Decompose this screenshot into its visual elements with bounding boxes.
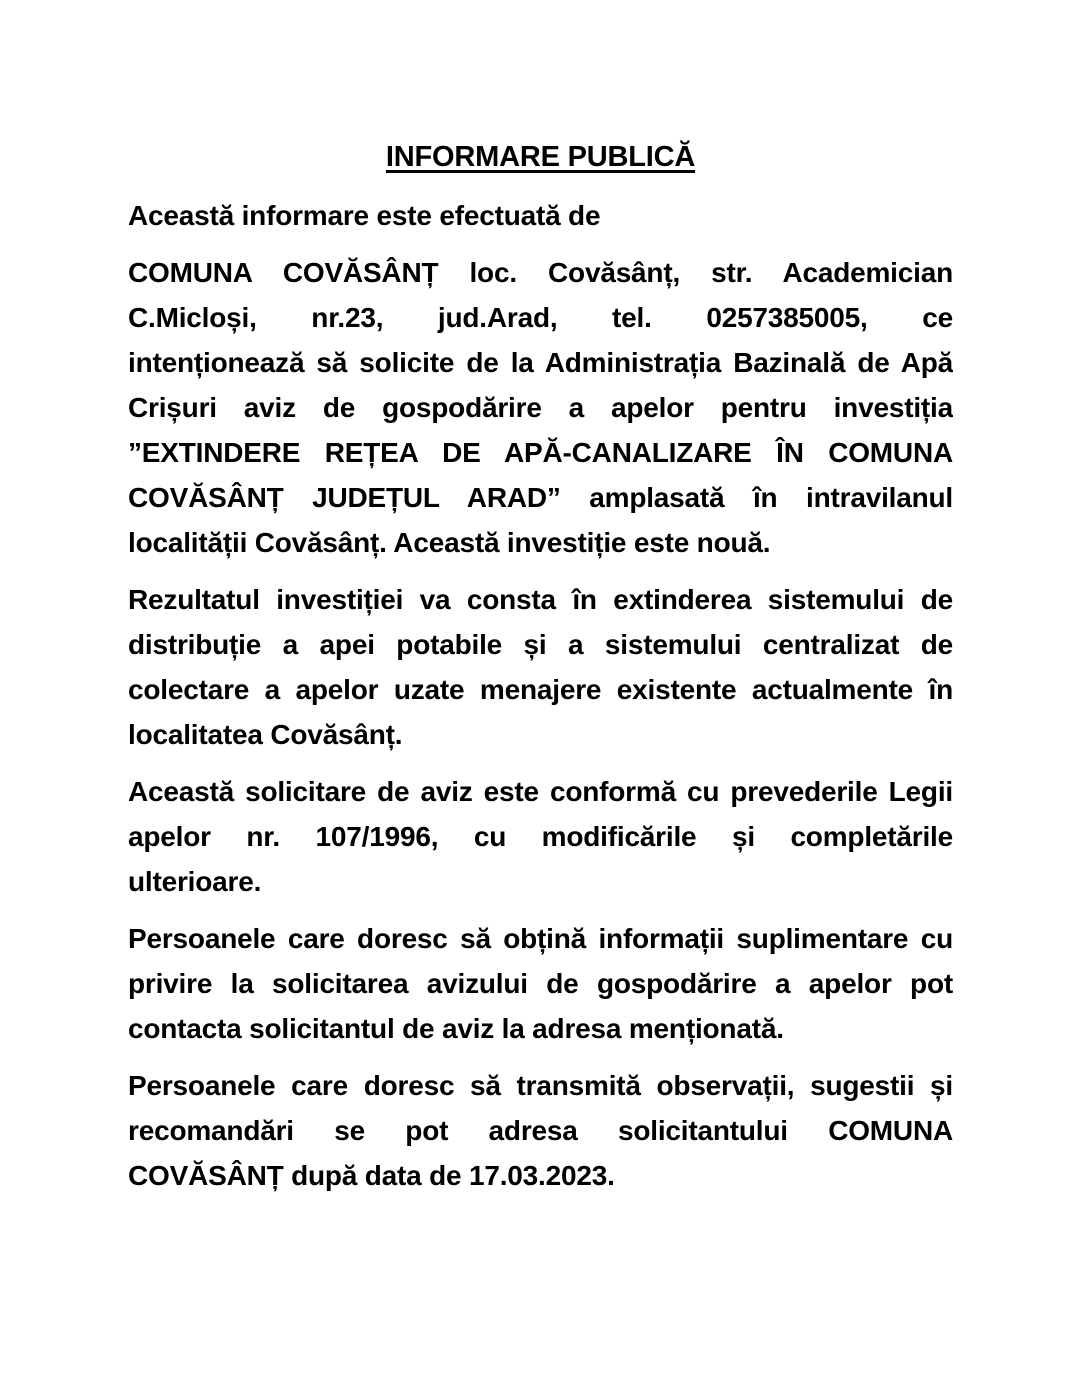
text-line: localității Covăsânț. Această investiție este nouă. xyxy=(128,527,771,558)
text-line: COVĂSÂNȚ JUDEȚUL ARAD” amplasată în intravilanul xyxy=(128,482,953,513)
text-line: Rezultatul investiției va consta în extinderea sistemului de xyxy=(128,584,953,615)
text-line: Această solicitare de aviz este conformă cu prevederile Legii xyxy=(128,776,953,807)
text-line: privire la solicitarea avizului de gospodărire a apelor pot xyxy=(128,968,953,999)
page-title-text: INFORMARE PUBLICĂ xyxy=(385,141,696,173)
paragraph-intro xyxy=(128,193,953,238)
text-line: ulterioare. xyxy=(128,866,262,897)
text-line: recomandări se pot adresa solicitantului COMUNA xyxy=(128,1115,953,1146)
text-line: intenționează să solicite de la Administrația Bazinală de Apă xyxy=(128,347,953,378)
text-line: contacta solicitantul de aviz la adresa menționată. xyxy=(128,1013,784,1044)
text-line: apelor nr. 107/1996, cu modificările și completările xyxy=(128,821,953,852)
text-line: colectare a apelor uzate menajere existente actualmente în xyxy=(128,674,953,705)
text-line: C.Micloși, nr.23, jud.Arad, tel. 0257385005, ce xyxy=(128,302,953,333)
text-line: COMUNA COVĂSÂNȚ loc. Covăsânț, str. Academician xyxy=(128,257,953,288)
paragraph-result xyxy=(128,577,953,757)
paragraph-applicant xyxy=(128,250,953,565)
paragraph-legal xyxy=(128,769,953,904)
paragraph-observations xyxy=(128,1063,953,1198)
text-line: localitatea Covăsânț. xyxy=(128,719,403,750)
text-line: Persoanele care doresc să transmită observații, sugestii și xyxy=(128,1070,953,1101)
text-line: COVĂSÂNȚ după data de 17.03.2023. xyxy=(128,1160,615,1191)
paragraph-info-contact xyxy=(128,916,953,1051)
text-line: Crișuri aviz de gospodărire a apelor pentru investiția xyxy=(128,392,953,423)
text-line: ”EXTINDERE REȚEA DE APĂ-CANALIZARE ÎN COMUNA xyxy=(128,437,953,468)
text-line: Persoanele care doresc să obțină informații suplimentare cu xyxy=(128,923,953,954)
text-line: distribuție a apei potabile și a sistemului centralizat de xyxy=(128,629,953,660)
page-title xyxy=(128,135,953,180)
text-line: Această informare este efectuată de xyxy=(128,200,601,231)
